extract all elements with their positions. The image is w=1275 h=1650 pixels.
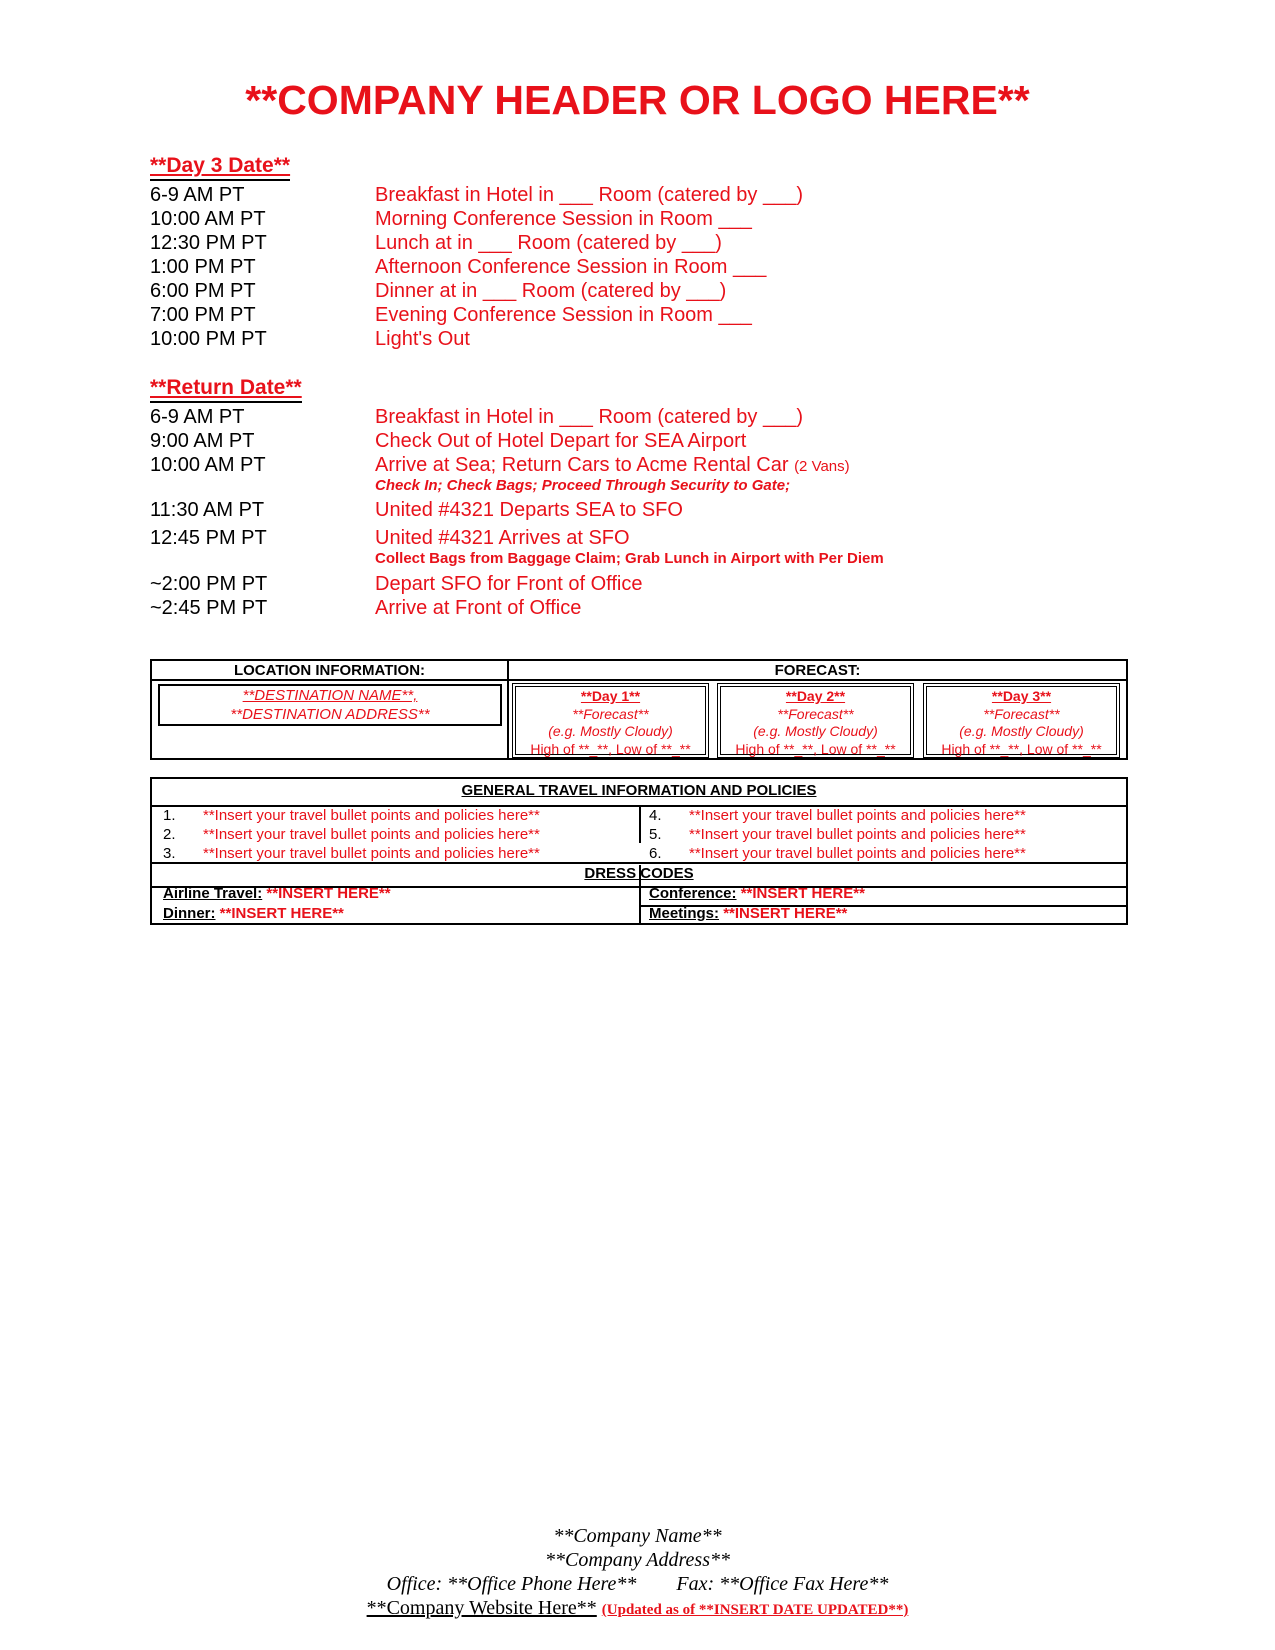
time: 7:00 PM PT [150, 304, 256, 326]
destination-name: **DESTINATION NAME**, [242, 687, 418, 704]
activity: Breakfast in Hotel in ___ Room (catered by ___) [375, 184, 803, 206]
dress-value: **INSERT HERE** [740, 885, 865, 902]
dress-value: **INSERT HERE** [219, 905, 344, 922]
schedule-row [150, 279, 1110, 303]
policy-text: **Insert your travel bullet points and policies here** [203, 845, 540, 862]
time: 12:30 PM PT [150, 232, 267, 254]
schedule-row [150, 572, 1110, 596]
activity: Check Out of Hotel Depart for SEA Airport [375, 430, 747, 452]
footer-contact [0, 1572, 1275, 1596]
activity-suffix: (2 Vans) [794, 458, 850, 475]
location-forecast-table [150, 659, 1128, 760]
policy-number: 3. [163, 845, 176, 862]
forecast-header: FORECAST: [774, 662, 861, 679]
policies-title: GENERAL TRAVEL INFORMATION AND POLICIES [152, 779, 1126, 807]
time: 6:00 PM PT [150, 280, 256, 302]
schedule-note [150, 477, 1110, 495]
dress-label: Conference: [649, 885, 737, 902]
policy-text: **Insert your travel bullet points and policies here** [203, 807, 540, 824]
activity: Lunch at in ___ Room (catered by ___) [375, 232, 722, 254]
forecast-day-1 [512, 683, 709, 758]
dress-conference [649, 884, 865, 903]
schedule-row [150, 231, 1110, 255]
time: 11:30 AM PT [150, 499, 265, 521]
dress-label: Meetings: [649, 905, 720, 922]
activity-text: Arrive at Sea; Return Cars to Acme Rental Car [375, 454, 789, 476]
company-header: **COMPANY HEADER OR LOGO HERE** [245, 77, 1030, 123]
forecast-example: (e.g. Mostly Cloudy) [959, 723, 1084, 739]
day3-title: **Day 3 Date** [150, 153, 290, 181]
dress-airline [163, 884, 391, 903]
company-footer [0, 1524, 1275, 1622]
travel-policies-table [150, 777, 1128, 925]
activity: United #4321 Departs SEA to SFO [375, 499, 683, 521]
dress-meetings [649, 904, 847, 923]
destination-box [158, 684, 502, 726]
footer-fax: Fax: **Office Fax Here** [676, 1573, 889, 1595]
policy-text: **Insert your travel bullet points and policies here** [203, 826, 540, 843]
time: 10:00 AM PT [150, 454, 266, 476]
return-schedule [150, 375, 1110, 620]
schedule-row [150, 327, 1110, 351]
forecast-text: **Forecast** [777, 705, 854, 722]
return-title: **Return Date** [150, 375, 302, 403]
time: 10:00 AM PT [150, 208, 266, 230]
note-text: Collect Bags from Baggage Claim; Grab Lunch in Airport with Per Diem [375, 550, 884, 567]
schedule-row [150, 453, 1110, 477]
time: 10:00 PM PT [150, 328, 267, 350]
policy-number: 2. [163, 826, 176, 843]
activity: Dinner at in ___ Room (catered by ___) [375, 280, 727, 302]
footer-phone: Office: **Office Phone Here** [386, 1573, 637, 1595]
footer-company-address: **Company Address** [545, 1549, 730, 1571]
schedule-note [150, 550, 1110, 568]
schedule-row [150, 303, 1110, 327]
forecast-text: **Forecast** [983, 705, 1060, 722]
policy-number: 6. [649, 845, 662, 862]
destination-address: **DESTINATION ADDRESS** [230, 706, 430, 723]
policy-number: 4. [649, 807, 662, 824]
policy-number: 5. [649, 826, 662, 843]
dress-label: Dinner: [163, 905, 216, 922]
time: 1:00 PM PT [150, 256, 256, 278]
time: 12:45 PM PT [150, 527, 267, 549]
policy-text: **Insert your travel bullet points and policies here** [689, 807, 1026, 824]
footer-website-line [0, 1596, 1275, 1622]
activity: Light's Out [375, 328, 470, 350]
forecast-high-low: High of **_**, Low of **_** [735, 740, 896, 757]
time: 6-9 AM PT [150, 184, 245, 206]
activity: Breakfast in Hotel in ___ Room (catered by ___) [375, 406, 803, 428]
activity: Evening Conference Session in Room ___ [375, 304, 752, 326]
activity: Depart SFO for Front of Office [375, 573, 643, 595]
activity: Afternoon Conference Session in Room ___ [375, 256, 767, 278]
activity: Morning Conference Session in Room ___ [375, 208, 752, 230]
day3-schedule [150, 153, 1110, 351]
activity: Arrive at Front of Office [375, 597, 582, 619]
forecast-example: (e.g. Mostly Cloudy) [753, 723, 878, 739]
schedule-row [150, 498, 1110, 522]
forecast-day-label: **Day 2** [785, 688, 846, 704]
dress-label: Airline Travel: [163, 885, 263, 902]
dress-value: **INSERT HERE** [266, 885, 391, 902]
dress-codes-title: DRESS CODES [152, 862, 1126, 888]
time: ~2:00 PM PT [150, 573, 268, 595]
forecast-day-label: **Day 3** [991, 688, 1052, 704]
policy-number: 1. [163, 807, 176, 824]
time: ~2:45 PM PT [150, 597, 268, 619]
forecast-day-3 [923, 683, 1120, 758]
footer-company-name: **Company Name** [553, 1525, 722, 1547]
schedule-row [150, 207, 1110, 231]
schedule-row [150, 183, 1110, 207]
footer-website[interactable]: **Company Website Here** [366, 1597, 597, 1619]
forecast-day-label: **Day 1** [580, 688, 641, 704]
forecast-text: **Forecast** [572, 705, 649, 722]
schedule-row [150, 596, 1110, 620]
policy-text: **Insert your travel bullet points and policies here** [689, 845, 1026, 862]
forecast-day-2 [717, 683, 914, 758]
schedule-row [150, 255, 1110, 279]
forecast-example: (e.g. Mostly Cloudy) [548, 723, 673, 739]
time: 6-9 AM PT [150, 406, 245, 428]
activity [375, 453, 850, 479]
policy-text: **Insert your travel bullet points and policies here** [689, 826, 1026, 843]
activity: United #4321 Arrives at SFO [375, 527, 630, 549]
forecast-high-low: High of **_**, Low of **_** [941, 740, 1102, 757]
location-header: LOCATION INFORMATION: [233, 662, 426, 679]
forecast-high-low: High of **_**, Low of **_** [530, 740, 691, 757]
schedule-row [150, 405, 1110, 429]
dress-value: **INSERT HERE** [723, 905, 848, 922]
time: 9:00 AM PT [150, 430, 255, 452]
schedule-row [150, 429, 1110, 453]
note-text: Check In; Check Bags; Proceed Through Security to Gate; [375, 477, 791, 494]
schedule-row [150, 526, 1110, 550]
dress-dinner [163, 904, 344, 923]
footer-updated: (Updated as of **INSERT DATE UPDATED**) [601, 1602, 909, 1618]
